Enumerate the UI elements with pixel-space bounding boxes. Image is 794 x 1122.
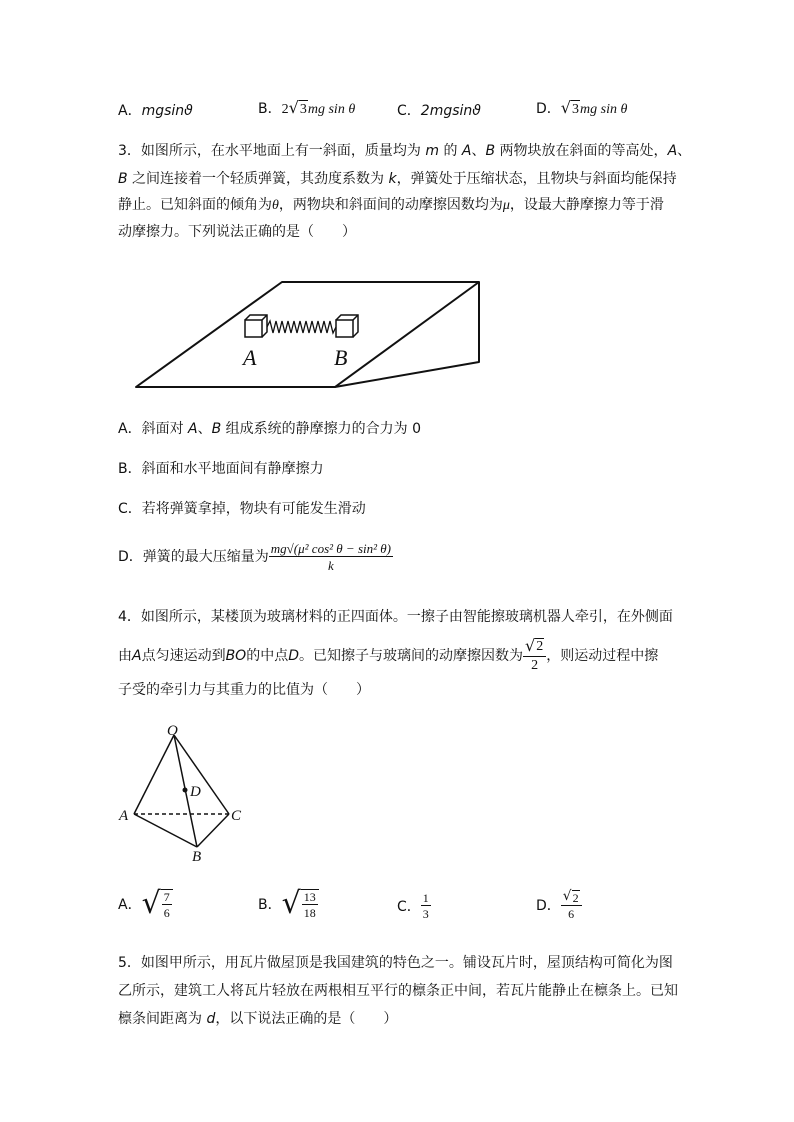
q5-line-1: 5．如图甲所示，用瓦片做屋顶是我国建筑的特色之一。铺设瓦片时，屋顶结构可简化为图 [118,955,673,971]
q3-option-c: C．若将弹簧拿掉，物块有可能发生滑动 [118,501,366,517]
incline-edge [335,282,479,387]
block-b [336,315,358,337]
q4-line-1: 4．如图所示，某楼顶为玻璃材料的正四面体。一擦子由智能擦玻璃机器人牵引，在外侧面 [118,609,673,625]
incline-surface [136,282,479,387]
label-c: C [231,808,242,824]
spring [267,321,336,333]
q3-option-b: B．斜面和水平地面间有静摩擦力 [118,461,324,477]
q3-line-2: B 之间连接着一个轻质弹簧，其劲度系数为 k，弹簧处于压缩状态，且物块与斜面均能保持 [118,171,677,187]
block-a [245,315,267,337]
label-d: D [190,784,201,800]
label-b: B [334,345,348,370]
q3-line-1: 3．如图所示，在水平地面上有一斜面，质量均为 m 的 A、B 两物块放在斜面的等高处，A、 [118,143,692,159]
q2-option-c: C．2mgsinϑ [397,103,481,119]
q2-option-a: A．mgsinϑ [118,103,193,119]
incline-figure [130,275,490,395]
q3-line-3: 静止。已知斜面的倾角为θ，两物块和斜面间的动摩擦因数均为μ，设最大静摩擦力等于滑 [118,197,664,213]
q2-option-d: D． √ 3 mg sin θ [536,98,628,117]
q4-line-2: 由 A 点匀速运动到 BO 的中点 D 。已知擦子与玻璃间的动摩擦因数为 √ 2 2 ，则运动过程中擦 [118,636,659,673]
compression-fraction: $\frac{\text{mg√(μ² cos² θ − sin² θ)}}{k}$ [270,541,391,573]
q2-option-b: B．2 √ 3 mg sin θ [258,98,356,117]
point-d [183,788,188,793]
q4-option-b: B． √ $\frac{13}{18}$ [258,889,319,919]
q4-option-d: D． √ 2 6 [536,890,582,920]
label-a: A [243,345,257,370]
q5-line-3: 檩条间距离为 d，以下说法正确的是（ ） [118,1011,398,1027]
label-b: B [192,849,202,865]
sqrt-symbol: √ $\frac{13}{18}$ [282,889,319,919]
sqrt-symbol: √ $\frac{7}{6}$ [142,889,173,919]
q3-option-a: A．斜面对 A、B 组成系统的静摩擦力的合力为 0 [118,421,422,437]
q5-line-2: 乙所示，建筑工人将瓦片轻放在两根相互平行的檩条正中间，若瓦片能静止在檩条上。已知 [118,983,678,999]
q4-option-a: A． √ $\frac{7}{6}$ [118,889,173,919]
q3-line-4: 动摩擦力。下列说法正确的是（ ） [118,224,356,240]
q4-line-3: 子受的牵引力与其重力的比值为（ ） [118,682,370,698]
friction-fraction: √ 2 2 [523,638,546,673]
q3-option-d: D． 弹簧的最大压缩量为 $\frac{\text{mg√(μ² cos² θ − sin² θ)}}{k}$ [118,541,391,573]
tetrahedron-figure [114,716,254,866]
label-a: A [119,808,129,824]
q4-option-c: C． $\frac{1}{3}$ [397,891,429,921]
sqrt-symbol: √ 3 [288,98,307,117]
sqrt-symbol: √ 3 [560,98,580,117]
label-o: O [167,723,178,739]
